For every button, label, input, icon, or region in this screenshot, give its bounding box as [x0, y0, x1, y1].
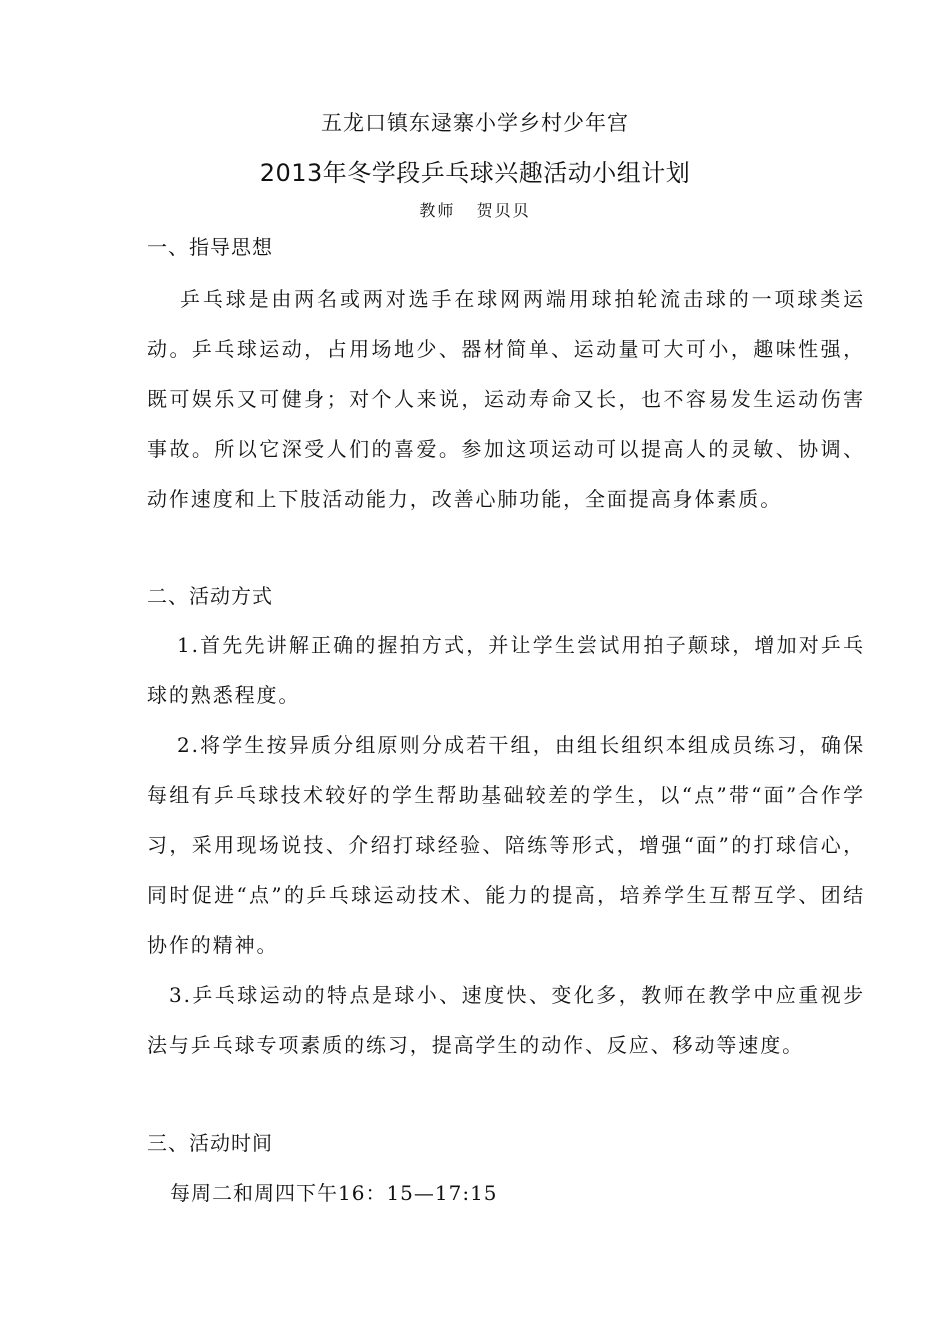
section-heading-activity-time: 三、活动时间 — [147, 1131, 273, 1155]
paragraph-method-2 — [147, 720, 865, 970]
paragraph-method-1 — [147, 620, 865, 720]
paragraph-text: 2.将学生按异质分组原则分成若干组，由组长组织本组成员练习，确保每组有乒乓球技术较好的学生帮助基础较差的学生，以“点”带“面”合作学习，采用现场说技、介绍打球经验、陪练等形式，增强“面”的打球信心，同时促进“点”的乒乓球运动技术、能力的提高，培养学生互帮互学、团结协作的精神。 — [147, 733, 865, 957]
activity-time-text: 每周二和周四下午16：15—17:15 — [170, 1181, 498, 1205]
teacher-name: 教师 贺贝贝 — [419, 201, 531, 220]
section-heading-activity-methods: 二、活动方式 — [147, 584, 273, 608]
paragraph-text: 乒乓球是由两名或两对选手在球网两端用球拍轮流击球的一项球类运动。乒乓球运动，占用场地少、器材简单、运动量可大可小，趣味性强，既可娱乐又可健身；对个人来说，运动寿命又长，也不容易发生运动伤害事故。所以它深受人们的喜爱。参加这项运动可以提高人的灵敏、协调、动作速度和上下肢活动能力，改善心肺功能，全面提高身体素质。 — [147, 287, 865, 511]
paragraph-text: 3.乒乓球运动的特点是球小、速度快、变化多，教师在教学中应重视步法与乒乓球专项素质的练习，提高学生的动作、反应、移动等速度。 — [147, 983, 865, 1057]
section-heading-guiding-ideology: 一、指导思想 — [147, 235, 273, 259]
paragraph-text: 1.首先先讲解正确的握拍方式，并让学生尝试用拍子颠球，增加对乒乓球的熟悉程度。 — [147, 633, 865, 707]
document-title: 2013年冬学段乒乓球兴趣活动小组计划 — [259, 159, 691, 187]
paragraph-guiding-ideology — [147, 274, 865, 524]
paragraph-method-3 — [147, 970, 865, 1070]
school-name: 五龙口镇东逯寨小学乡村少年宫 — [321, 111, 629, 135]
